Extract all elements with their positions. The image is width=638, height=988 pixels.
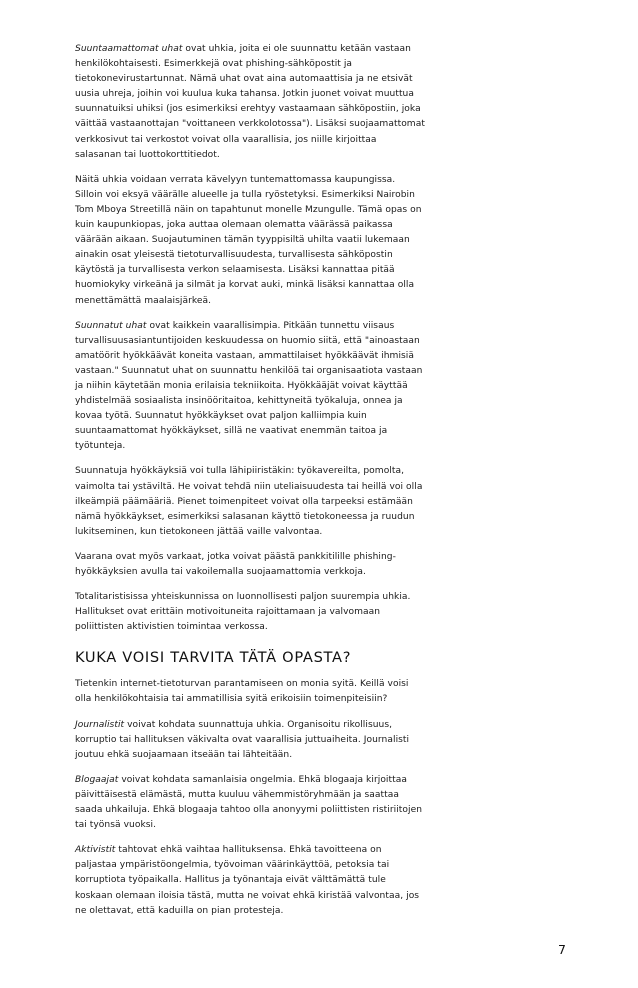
paragraph-text: Näitä uhkia voidaan verrata kävelyyn tuntemattomassa kaupungissa. Silloin voi eksyä väärälle alueelle ja tulla ryöstetyksi. Esimerkiksi Nairobin Tom Mboya Streetillä näin on tapahtunut monelle Mzungulle. Tämä opas on kuin kaupunkiopas, joka auttaa olemaan olematta väärässä paikassa väärään aikaan. Suojautuminen tämän tyyppisiltä uhilta vaatii lukemaan ainakin osat yleisestä tietoturvallisuudesta, turvallisesta sähköpostin käytöstä ja turvallisesta verkon selaamisesta. Lisäksi kannattaa pitää huomiokyky virkeänä ja silmät ja korvat auki, minkä lisäksi kannattaa olla menettämättä maalaisjärkeä. — [75, 174, 422, 306]
paragraph-text: voivat kohdata samanlaisia ongelmia. Ehkä blogaaja kirjoittaa päivittäisestä elämästä, mutta kuuluu vähemmistöryhmään ja saattaa saada uhkailuja. Ehkä blogaaja tahtoo olla anonyymi poliittisten ristiriitojen tai työnsä vuoksi. — [75, 774, 423, 831]
section-heading: KUKA VOISI TARVITA TÄTÄ OPASTA? — [75, 649, 352, 667]
paragraph-text: voivat kohdata suunnattuja uhkia. Organisoitu rikollisuus, korruptio tai hallituksen väkivalta ovat vaarallisia juttuaiheita. Journalisti joutuu ehkä suojaamaan itseään tai lähteitään. — [75, 719, 410, 760]
paragraph-totalitarian — [75, 590, 425, 635]
term-untargeted-threats: Suuntaamattomat uhat — [75, 44, 183, 54]
term-activists: Aktivistit — [75, 845, 116, 856]
paragraph-close-circle — [75, 464, 425, 539]
paragraph-text: Totalitaristisissa yhteiskunnissa on luonnollisesti paljon suurempia uhkia. Hallitukset ovat erittäin motivoituneita rajoittamaan ja valvomaan poliittisten aktivistien toimintaa verkossa. — [75, 592, 411, 633]
paragraph-text: tahtovat ehkä vaihtaa hallituksensa. Ehkä tavoitteena on paljastaa ympäristöongelmia, työvoiman väärinkäyttöä, petoksia tai korruptiota työpaikalla. Hallitus ja työnantaja eivät välttämättä tule koskaan olemaan iloisia tästä, mutta ne voivat ehkä kiristää valvontaa, jos ne olettavat, että kaduilla on pian protesteja. — [75, 845, 420, 916]
paragraph-activists — [75, 843, 425, 918]
paragraph-bloggers — [75, 773, 425, 833]
page-number: 7 — [558, 942, 566, 957]
term-targeted-threats: Suunnatut uhat — [75, 320, 147, 331]
paragraph-text: Suunnatuja hyökkäyksiä voi tulla lähipiiristäkin: työkavereilta, pomolta, vaimolta tai ystäviltä. He voivat tehdä niin uteliaisuudesta tai heillä voi olla ilkeämpiä päämääriä. Pienet toimenpiteet voivat olla tarpeeksi estämään nämä hyökkäykset, esimerkiksi salasanan käyttö tietokoneessa ja ruudun lukitseminen, kun tietokoneen jättää vaille valvontaa. — [75, 466, 423, 537]
paragraph-text: Vaarana ovat myös varkaat, jotka voivat päästä pankkitilille phishing-hyökkäyksien avulla tai vakoilemalla suojaamattomia verkkoja. — [75, 551, 396, 577]
page-body — [75, 42, 425, 919]
term-journalists: Journalistit — [75, 719, 125, 730]
paragraph-city-analogy — [75, 173, 425, 309]
paragraph-text: ovat kaikkein vaarallisimpia. Pitkään tunnettu viisaus turvallisuusasiantuntijoiden keskuudessa on huomio siitä, että "ainoastaan amatöörit hyökkäävät koneita vastaan, ammattilaiset hyökkäävät ihmisiä vastaan." Suunnatut uhat on suunnattu henkilöä tai organisaatiota vastaan ja niihin käytetään monia erilaisia tekniikoita. Hyökkääjät voivat käyttää yhdistelmää sosiaalista insinööritaitoa, kehittyneitä työkaluja, onnea ja kovaa työtä. Suunnatut hyökkäykset ovat paljon kalliimpia kuin suuntaamattomat hyökkäykset, sillä ne vaativat enemmän taitoa ja työtunteja. — [75, 320, 423, 452]
paragraph-journalists — [75, 718, 425, 763]
paragraph-text: Tietenkin internet-tietoturvan parantamiseen on monia syitä. Keillä voisi olla henkilökohtaisia tai ammatillisia syitä erikoisiin toimenpiteisiin? — [75, 679, 409, 705]
paragraph-untargeted-threats — [75, 42, 425, 163]
paragraph-intro — [75, 677, 425, 707]
paragraph-text: ovat uhkia, joita ei ole suunnattu ketään vastaan henkilökohtaisesti. Esimerkkejä ovat phishing-sähköpostit ja tietokonevirustartunnat. Nämä uhat ovat aina automaattisia ja ne etsivät uusia uhreja, joihin voi kuulua kuka tahansa. Jotkin juonet voivat muuttua suunnatuiksi uhiksi (jos esimerkiksi erehtyy vastaamaan sähköpostiin, joka väittää vastaanottajan "voittaneen verkkolotossa"). Lisäksi suojaamattomat verkkosivut tai verkostot voivat olla vaarallisia, jos niille kirjoittaa salasanan tai luottokorttitiedot. — [75, 44, 425, 160]
term-bloggers: Blogaajat — [75, 774, 119, 785]
paragraph-targeted-threats — [75, 319, 425, 455]
paragraph-thieves — [75, 550, 425, 580]
